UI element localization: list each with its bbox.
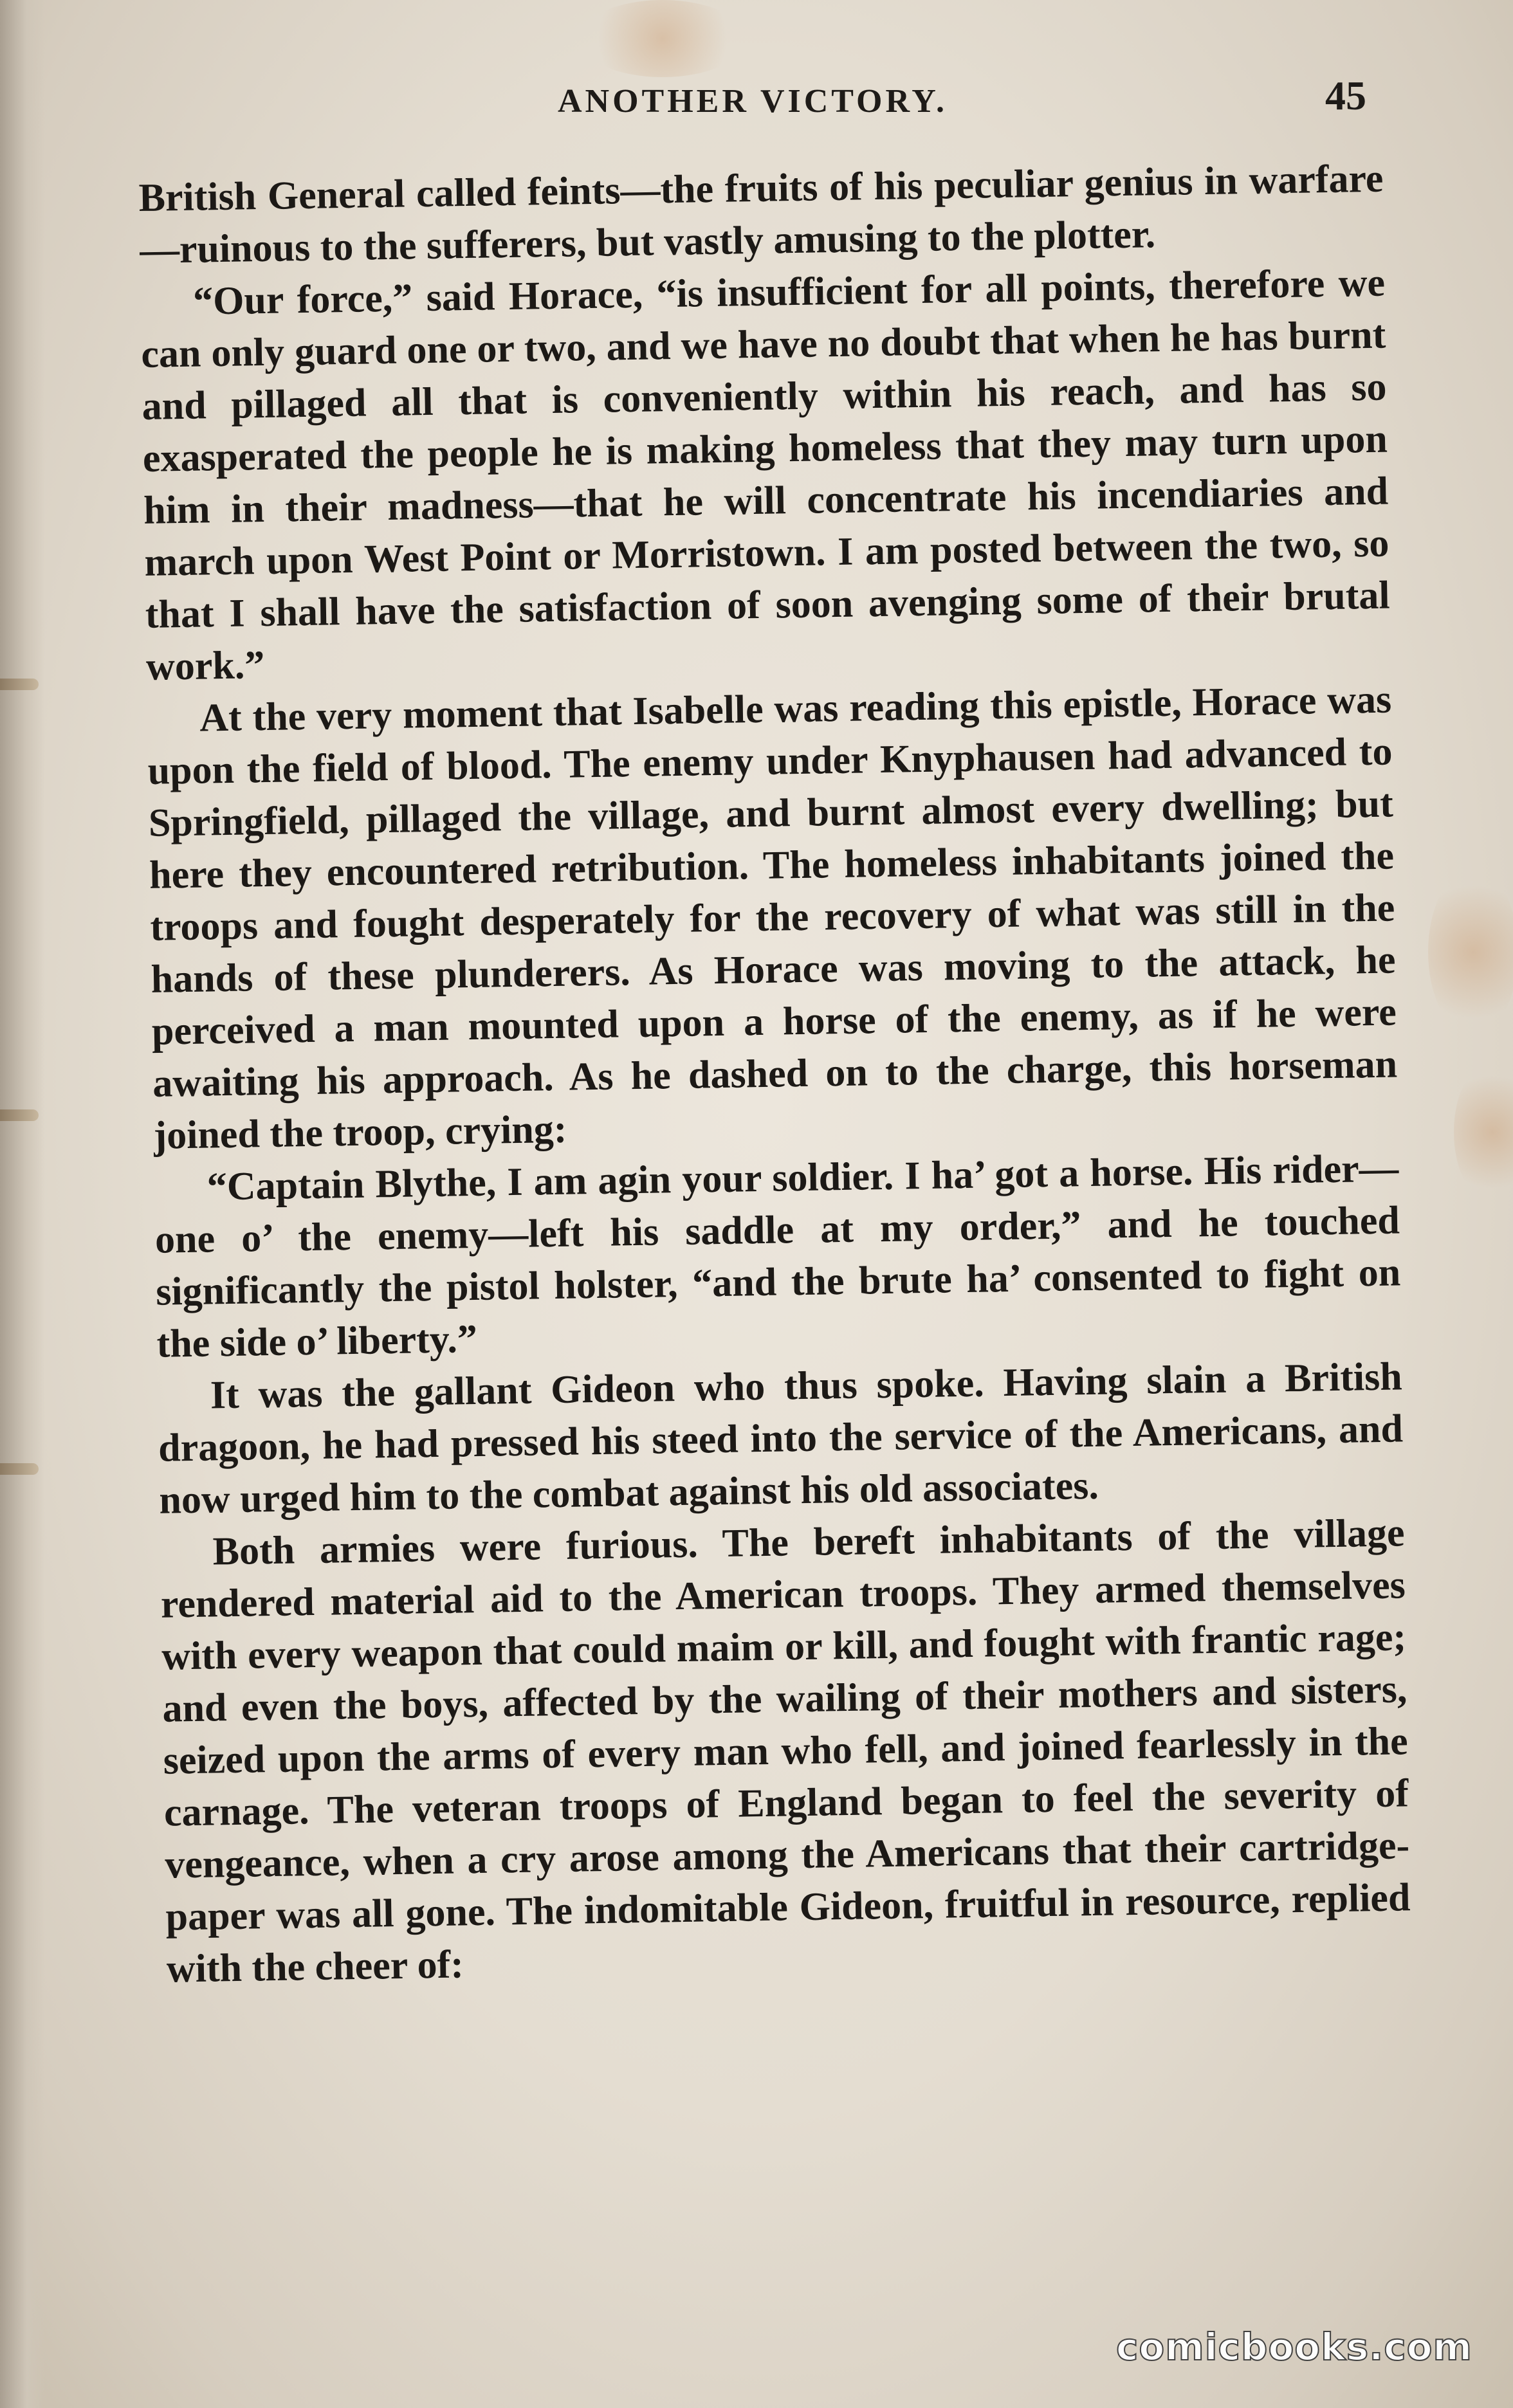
paper-stain: [579, 0, 746, 77]
page-gutter: [0, 0, 45, 2408]
paragraph: It was the gallant Gideon who thus spoke. Having slain a British dragoon, he had pressed his steed into the service of the Americans, and now urged him to the combat against his old associates.: [158, 1354, 1404, 1522]
page-number: 45: [1325, 73, 1366, 118]
paragraph: British General called feints—the fruits of his peculiar genius in warfare—ruinous to the sufferers, but vastly amusing to the plotter.: [138, 156, 1384, 272]
paragraph: “Our force,” said Horace, “is insufficient for all points, therefore we can only guard one or two, and we have no doubt that when he has burnt and pillaged all that is conveniently within his reach, and has so exasperated the people he is making homeless that they may turn upon him in their madness—that he will concentrate his incendiaries and march upon West Point or Morristown. I am posted between the two, so that I shall have the satisfaction of soon avenging some of their brutal work.”: [140, 260, 1391, 689]
paragraph: “Captain Blythe, I am agin your soldier. I ha’ got a horse. His rider—one o’ the enemy—left his saddle at my order,” and he touched significantly the pistol holster, “and the brute ha’ consented to fight on the side o’ liberty.”: [154, 1146, 1401, 1366]
binding-stitch: [0, 1463, 39, 1475]
paper-stain: [1454, 1061, 1513, 1203]
paragraph: Both armies were furious. The bereft inhabitants of the village rendered material aid to the American troops. They armed themselves with every weapon that could maim or kill, and fought with frantic rage; and even the boys, affected by the wailing of their mothers and sisters, seized upon the arms of every man who fell, and joined fearlessly in the carnage. The veteran troops of England began to feel the severity of vengeance, when a cry arose among the Americans that their cartridge-paper was all gone. The indomitable Gideon, fruitful in resource, replied with the cheer of:: [160, 1511, 1411, 1991]
binding-stitch: [0, 679, 39, 690]
paper-stain: [1428, 868, 1513, 1035]
watermark-logo: comicbooks.com: [1116, 2325, 1472, 2369]
running-head: ANOTHER VICTORY.: [557, 83, 948, 120]
binding-stitch: [0, 1109, 39, 1121]
paragraph: At the very moment that Isabelle was reading this epistle, Horace was upon the field of blood. The enemy under Knyphausen had advanced to Springfield, pillaged the village, and burnt almost every dwelling; but here they encountered retribution. The homeless inhabitants joined the troops and fought desperately for the recovery of what was still in the hands of these plunderers. As Horace was moving to the attack, he perceived a man mounted upon a horse of the enemy, as if he were awaiting his approach. As he dashed on to the charge, this horseman joined the troop, crying:: [147, 677, 1398, 1158]
body-text: [138, 153, 1417, 2295]
